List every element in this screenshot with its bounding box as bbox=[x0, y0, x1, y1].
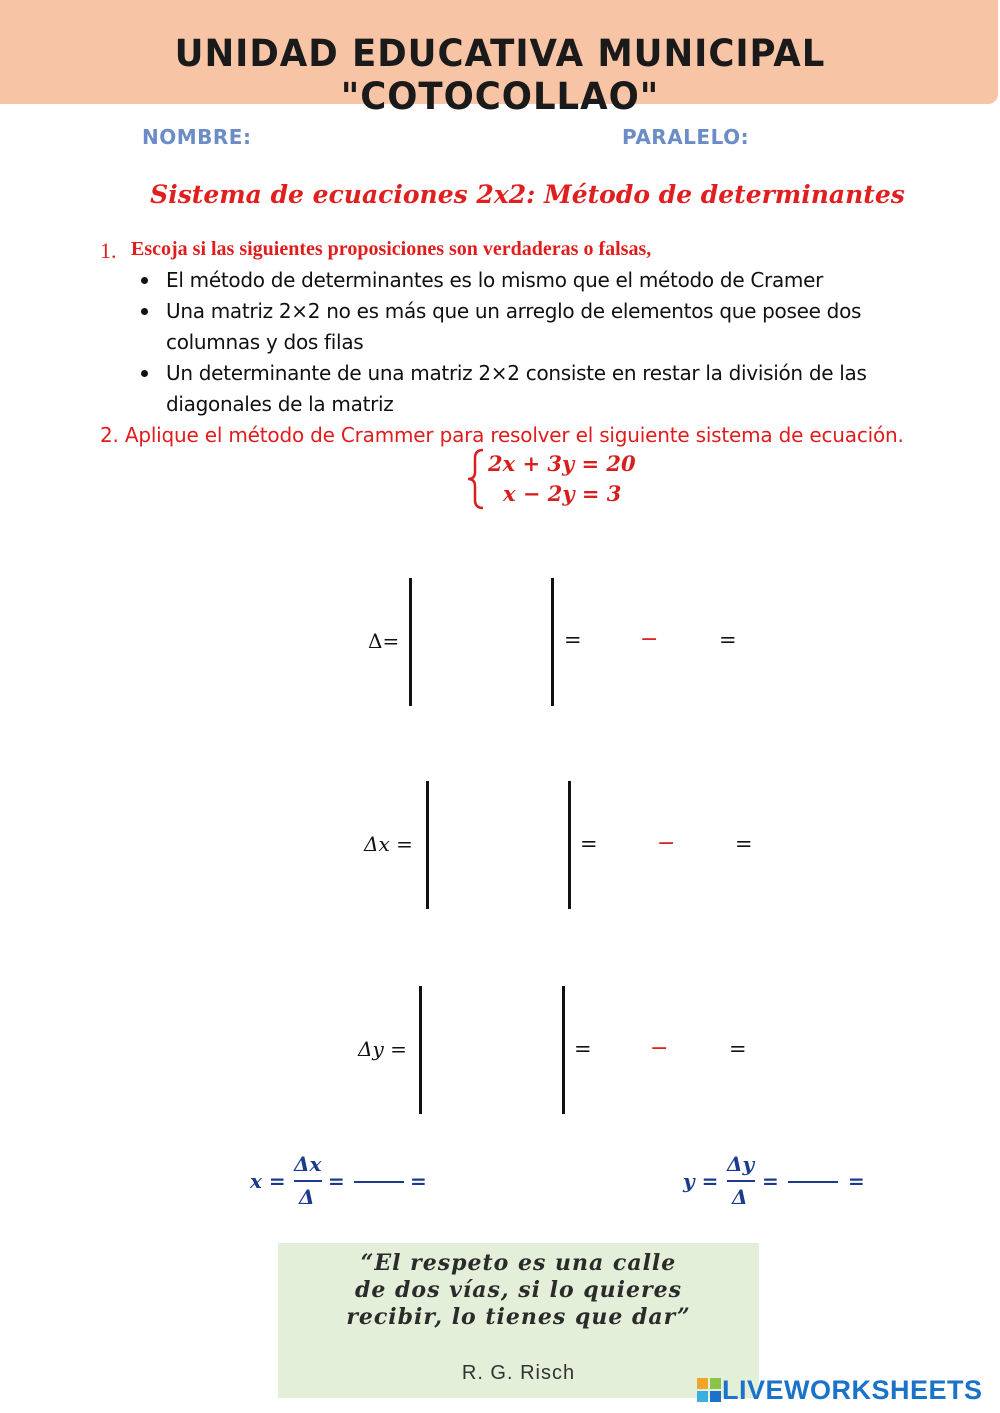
statement-list bbox=[133, 265, 923, 420]
question-1-number: 1. bbox=[100, 238, 117, 263]
delta-x-label: Δx = bbox=[364, 832, 413, 856]
equals-sign: = bbox=[848, 1169, 865, 1193]
minus-sign: − bbox=[650, 1036, 669, 1061]
equals-sign: = bbox=[762, 1169, 779, 1193]
determinant-bar-right bbox=[562, 986, 565, 1114]
worksheet-subtitle: Sistema de ecuaciones 2x2: Método de determinantes bbox=[150, 180, 905, 209]
y-answer-blank bbox=[788, 1181, 838, 1183]
equals-sign: = bbox=[729, 1037, 747, 1061]
name-label: NOMBRE: bbox=[142, 125, 252, 149]
school-title: UNIDAD EDUCATIVA MUNICIPAL "COTOCOLLAO" bbox=[174, 32, 826, 118]
minus-sign: − bbox=[640, 627, 659, 652]
statement-item: Una matriz 2×2 no es más que un arreglo de elementos que posee dos columnas y dos filas bbox=[133, 296, 923, 358]
y-fraction-line bbox=[727, 1180, 755, 1182]
equals-sign: = bbox=[580, 832, 598, 856]
equals-sign: = bbox=[719, 628, 737, 652]
determinant-bar-right bbox=[568, 781, 571, 909]
x-fraction-line bbox=[294, 1180, 322, 1182]
x-answer-blank bbox=[354, 1181, 404, 1183]
statement-item: Un determinante de una matriz 2×2 consiste en restar la división de las diagonales de la matriz bbox=[133, 358, 923, 420]
liveworksheets-logo-icon bbox=[697, 1378, 721, 1402]
quote-author: R. G. Risch bbox=[461, 1362, 576, 1384]
quote-line: “El respeto es una calle bbox=[360, 1250, 677, 1276]
statement-item: El método de determinantes es lo mismo que el método de Cramer bbox=[133, 265, 923, 296]
determinant-bar-left bbox=[409, 578, 412, 706]
equals-sign: = bbox=[735, 832, 753, 856]
equals-sign: = bbox=[328, 1169, 345, 1193]
liveworksheets-brand[interactable]: LIVEWORKSHEETS bbox=[722, 1375, 983, 1405]
system-brace-icon bbox=[463, 448, 489, 510]
equals-sign: = bbox=[410, 1169, 427, 1193]
determinant-bar-left bbox=[426, 781, 429, 909]
minus-sign: − bbox=[657, 831, 676, 856]
question-1-prompt: Escoja si las siguientes proposiciones son verdaderas o falsas, bbox=[131, 238, 652, 260]
x-variable: x = bbox=[250, 1169, 286, 1193]
equals-sign: = bbox=[574, 1037, 592, 1061]
determinant-bar-left bbox=[419, 986, 422, 1114]
determinant-bar-right bbox=[551, 578, 554, 706]
quote-line: recibir, lo tienes que dar” bbox=[346, 1304, 691, 1330]
question-2-prompt: 2. Aplique el método de Crammer para resolver el siguiente sistema de ecuación. bbox=[100, 423, 904, 447]
equation-2: x − 2y = 3 bbox=[503, 481, 622, 506]
equation-1: 2x + 3y = 20 bbox=[488, 451, 636, 476]
quote-text bbox=[278, 1250, 759, 1331]
equals-sign: = bbox=[564, 628, 582, 652]
quote-line: de dos vías, si lo quieres bbox=[354, 1277, 683, 1303]
y-denominator: Δ bbox=[732, 1185, 748, 1209]
y-variable: y = bbox=[683, 1169, 719, 1193]
class-label: PARALELO: bbox=[622, 125, 750, 149]
x-numerator: Δx bbox=[294, 1152, 322, 1176]
y-numerator: Δy bbox=[727, 1152, 755, 1176]
delta-y-label: Δy = bbox=[358, 1037, 407, 1061]
x-denominator: Δ bbox=[299, 1185, 315, 1209]
delta-label: Δ= bbox=[368, 629, 400, 653]
